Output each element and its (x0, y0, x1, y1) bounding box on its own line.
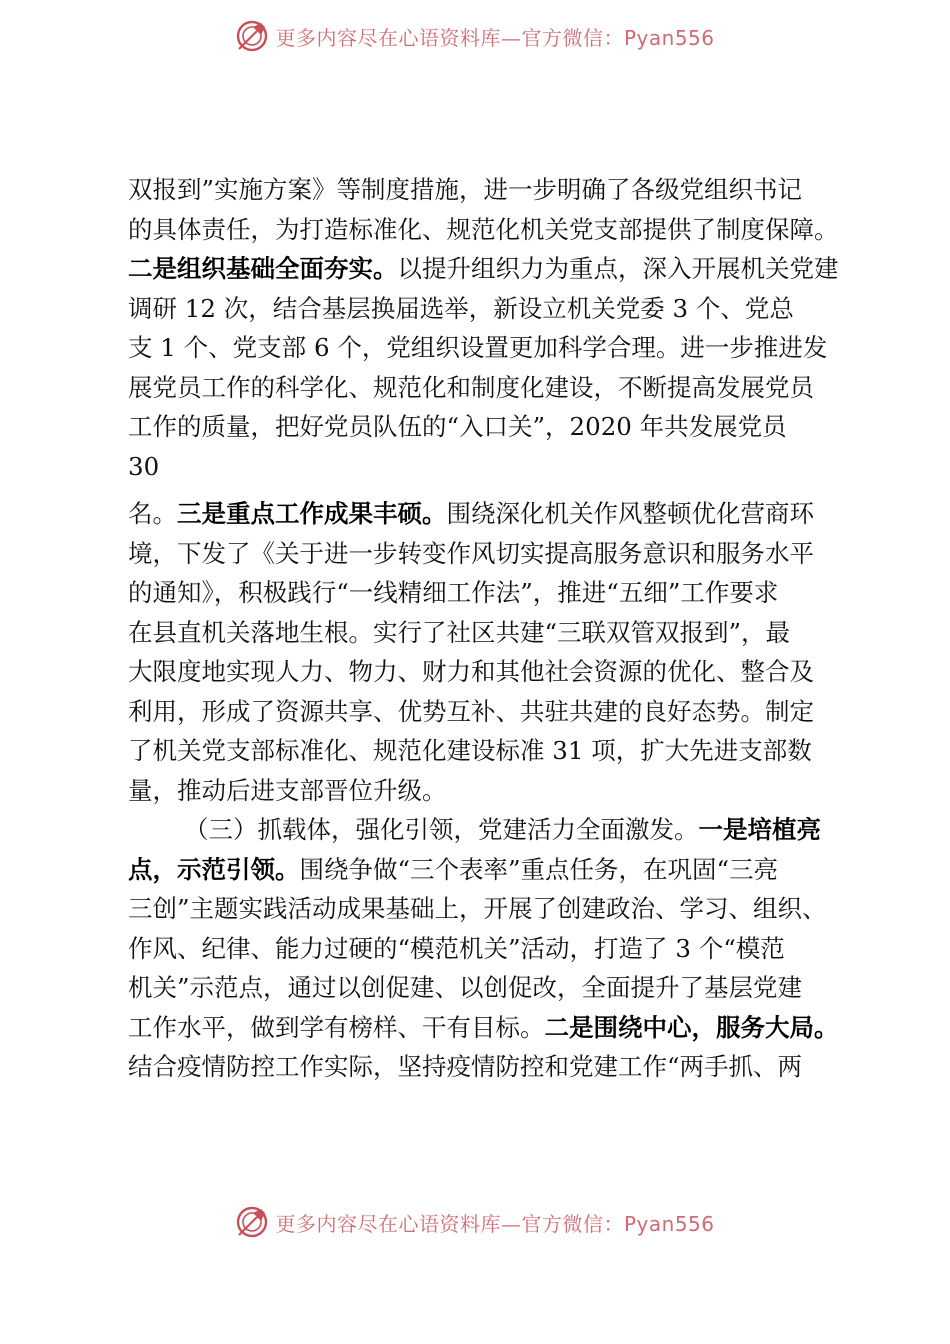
watermark-id: Pyan556 (623, 1211, 715, 1236)
bold-heading-segment: 点，示范引领。 (128, 854, 300, 884)
text-line (128, 170, 848, 210)
text-line (128, 407, 848, 447)
watermark-id: Pyan556 (623, 25, 715, 50)
header-watermark (0, 16, 950, 56)
text-segment: （三）抓载体，强化引领，党建活力全面激发。 (184, 815, 699, 844)
text-segment: 了机关党支部标准化、规范化建设标准 31 项，扩大先进支部数 (128, 736, 812, 765)
text-line (128, 613, 848, 653)
text-segment: 量，推动后进支部晋位升级。 (128, 775, 447, 805)
watermark-logo-icon (235, 1205, 269, 1239)
text-line (128, 968, 848, 1008)
text-segment: 以提升组织力为重点，深入开展机关党建 (397, 254, 839, 283)
watermark-logo-icon (235, 19, 269, 53)
bold-heading-segment: 二是围绕中心，服务大局。 (544, 1012, 839, 1042)
text-line (128, 810, 848, 850)
text-segment: 调研 12 次，结合基层换届选举，新设立机关党委 3 个、党总 (128, 293, 794, 323)
bold-heading-segment: 三是重点工作成果丰硕。 (177, 499, 447, 528)
text-line (128, 889, 848, 929)
watermark-text: 更多内容尽在心语资料库—官方微信：Pyan556 (275, 1211, 715, 1236)
text-line (128, 1008, 848, 1048)
text-segment: 工作的质量，把好党员队伍的“入口关”，2020 年共发展党员 (128, 412, 787, 441)
text-segment: 大限度地实现人力、物力、财力和其他社会资源的优化、整合及 (128, 657, 814, 686)
text-line (128, 328, 848, 368)
text-segment: 机关”示范点，通过以创促建、以创促改，全面提升了基层党建 (128, 973, 803, 1002)
text-segment: 名。 (128, 499, 177, 528)
text-segment: 三创”主题实践活动成果基础上，开展了创建政治、学习、组织、 (128, 894, 827, 923)
text-segment: 围绕深化机关作风整顿优化营商环 (446, 499, 814, 528)
text-segment: 展党员工作的科学化、规范化和制度化建设，不断提高发展党员 (128, 372, 814, 402)
text-line (128, 652, 848, 692)
text-line (128, 692, 848, 732)
text-segment: 的具体责任，为打造标准化、规范化机关党支部提供了制度保障。 (128, 214, 839, 244)
text-line (128, 289, 848, 329)
text-segment: 支 1 个、党支部 6 个，党组织设置更加科学合理。进一步推进发 (128, 333, 828, 362)
text-line (128, 850, 848, 890)
text-line (128, 368, 848, 408)
text-line (128, 447, 848, 487)
text-line (128, 731, 848, 771)
text-line (128, 1047, 848, 1087)
text-segment: 工作水平，做到学有榜样、干有目标。 (128, 1012, 545, 1042)
text-line (128, 534, 848, 574)
text-segment: 作风、纪律、能力过硬的“模范机关”活动，打造了 3 个“模范 (128, 933, 785, 963)
text-line (128, 771, 848, 811)
text-line (128, 929, 848, 969)
text-segment: 结合疫情防控工作实际，坚持疫情防控和党建工作“两手抓、两 (128, 1052, 803, 1081)
text-segment: 双报到”实施方案》等制度措施，进一步明确了各级党组织书记 (128, 175, 803, 204)
document-body (128, 170, 848, 1087)
watermark-text: 更多内容尽在心语资料库—官方微信：Pyan556 (275, 25, 715, 50)
text-segment: 围绕争做“三个表率”重点任务，在巩固“三亮 (299, 854, 779, 884)
text-segment: 30 (128, 451, 160, 481)
text-segment: 境，下发了《关于进一步转变作风切实提高服务意识和服务水平 (128, 538, 814, 568)
text-line (128, 494, 848, 534)
text-line (128, 210, 848, 250)
text-line (128, 573, 848, 613)
text-segment: 在县直机关落地生根。实行了社区共建“三联双管双报到”，最 (128, 617, 791, 647)
bold-heading-segment: 一是培植亮 (698, 815, 821, 844)
text-line (128, 249, 848, 289)
text-segment: 利用，形成了资源共享、优势互补、共驻共建的良好态势。制定 (128, 696, 814, 726)
footer-watermark (0, 1202, 950, 1242)
bold-heading-segment: 二是组织基础全面夯实。 (128, 254, 398, 283)
text-segment: 的通知》，积极践行“一线精细工作法”，推进“五细”工作要求 (128, 578, 779, 607)
